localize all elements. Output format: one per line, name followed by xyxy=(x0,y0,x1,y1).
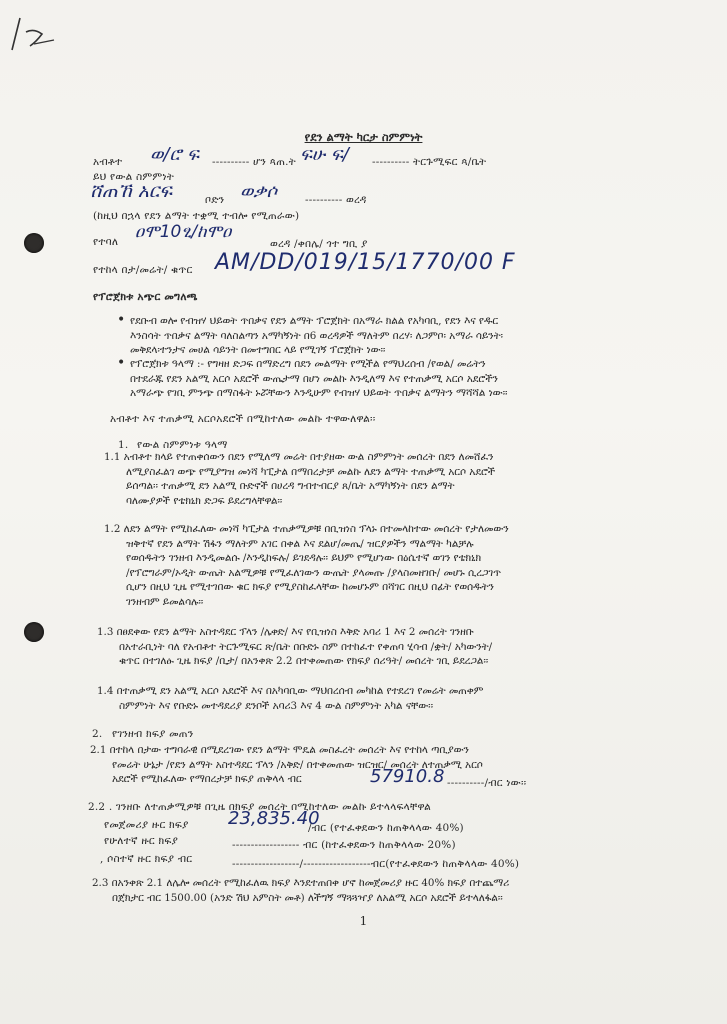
field-row6-label: የተከላ በታ/መሬት/ ቁጥር xyxy=(93,264,193,276)
clause-2-1: 2.1 በተከላ በታው ተግባራዊ በሚደረገው የደን ልማት ሞዴል መስፈረት መሰረት እና የተከላ ጣቢያውን የመሬት ሁኔታ /የደን ልማት አስተዳደር ፕላን /አቅድ/ በተቀመጠው ዝርዝር/ መሰረት ለተጠቃሚ አርሶ አደሮች የሚከፈለው የማበረታቻ ክፍያ ጠቅላላ ብር xyxy=(90,744,483,785)
clause-2-1-tail: ----------/ብር ነው፡፡ xyxy=(447,777,527,789)
handwritten-location: ወቃሶ xyxy=(240,181,278,202)
field-row3-mid: ቦድን xyxy=(205,194,225,206)
bullet-paragraph-2: የፕሮጀክቱ ዓላማ :- የግዛዘ ድጋፍ በማድረግ በደን መልማት የሚችል የማህረሰብ /የወል/ መሬትን በተደራጁ የደን አልሚ አርሶ አደሮች ውጤታማ በሆነ መልኩ እንዲለማ እና የተጠቃሚ አርሶ አደሮችን አማራጭ የገቢ ምንጭ በማስፋት ኑሯቸውን እንዲሁም የብዝሃ ህይወት ጥበቃና ልማትን ማሻሻል ነው፡፡ xyxy=(130,358,508,399)
bullet-marker-2: • xyxy=(117,355,126,371)
page-number: 1 xyxy=(359,914,368,928)
field-row2: ይህ የውል ስምምነት xyxy=(93,171,175,183)
handwritten-corner-mark-icon xyxy=(6,10,66,60)
field-row1-tail: ---------- ትርጉሚፍር ጳ/ቤት xyxy=(372,156,487,168)
handwritten-office-name: ፍሁ ፍ/ xyxy=(300,144,349,165)
section-2-heading: የገንዘብ ክፍያ መጠን xyxy=(112,728,194,740)
section-2-number: 2. xyxy=(92,728,103,740)
field-row5-tail: ወረዳ /ቀበሌ/ ጎተ ግቢ ያ xyxy=(270,238,368,250)
bullet-paragraph-1: የደቡብ ወሎ የብዝሃ ህይወት ጥበቃና የደን ልማት ፕሮጀክት በአማራ ክልል የአካባቢ, የደን እና የዱር እንስሳት ጥበቃና ልማት ባለስልጣን አማካኝነት በ6 ወረዳዎች ማለትም በረሃ፡ ለጋምቦ፡ አማራ ሳይንት፡ መቅደላ፡ተንታና መሀል ሳይንት በመተግበር ላይ የሚገኝ ፕሮጀክት ነው፡፡ xyxy=(130,315,503,356)
field-row1-mid: ---------- ሆን ጳጠ.ት xyxy=(212,156,296,168)
bullet-marker-1: • xyxy=(117,312,126,328)
installment-1-label: የመጀመሪያ ዙር ክፍያ xyxy=(104,819,189,831)
field-row3-tail: ---------- ወረዳ xyxy=(305,194,367,206)
installment-2-tail: ------------------ ብር (ከተፈቀደውን ከጠቅላላው 20%) xyxy=(232,839,456,851)
installment-3-label: , ሶስተኛ ዙር ክፍያ ብር xyxy=(100,853,193,865)
handwritten-total-amount: 57910.8 xyxy=(370,766,445,787)
section-heading-project: የፕሮጀክቱ አጭር መግለጫ xyxy=(93,291,198,303)
installment-3-tail: ------------------/------------------ብር(የተፈቀደውን ከጠቅላላው 40%) xyxy=(232,858,520,870)
handwritten-installment-1-amount: 23,835.40 xyxy=(228,808,320,829)
agreement-intro: አብቶተ እና ተጠቃሚ አርሶአደሮች በሚከተለው መልኩ ተዋውለዋል፡፡ xyxy=(110,413,376,425)
clause-2-3: 2.3 በአንቀጽ 2.1 ለሌሎ መሰረት የሚከፈለዉ ክፍያ እንደተጠበቀ ሆኖ ከመጀመሪያ ዙር 40% ክፍያ በተጨማሪ በጀክታር ብር 1500.00 (አንድ ሽህ አምስት መቶ) ለችግኝ ማጓጓዣያ ለአልሚ አርሶ አደሮች ይተላለፋል፡፡ xyxy=(92,877,510,904)
clause-1-3: 1.3 በፀደቀው የደን ልማት አስተዳደር ፕላን /ሌቀድ/ እና የቢዝነስ እቅድ አባሪ 1 እና 2 መሰረት ገንዘቡ በአተራቢነት ባለ የአብቶተ ትርጉሚፍር ጽ/ቤት በቡድኑ ስም በተከፈተ የቀጠባ ሂሳብ /ቋት/ አካውንት/ ቁጥር በተገለፁ ጊዜ ክፍያ /ቢታ/ በአንቀጽ 2.2 በተቀመጠው የክፍያ ሰሪዓት/ መሰረት ገቢ ይደረጋል፡፡ xyxy=(97,626,493,667)
field-row4: (ከዚህ በኋላ የደን ልማት ተቋሚ ተብሎ የሚጠራው) xyxy=(93,210,300,222)
installment-1-tail: /ብር (የተፈቀደውን ከጠቅላላው 40%) xyxy=(308,822,464,834)
handwritten-group-name: ሸጠኸ አርፍ xyxy=(90,180,172,202)
installment-2-label: የሁለተኛ ዙር ክፍያ xyxy=(104,835,179,847)
field-row1-label: አብቶተ xyxy=(93,156,123,168)
punch-hole-top xyxy=(24,233,44,253)
handwritten-kebele: ዐሞ10ፂ/ከሞዐ xyxy=(135,222,232,242)
clause-2-2-heading: 2.2 . ገንዘቡ ለተጠቃሚዎቹ በጊዜ በክፍያ መሰረት በሚከተለው መልኩ ይተላላፍላቸዋል xyxy=(88,801,431,813)
section-1-number: 1. xyxy=(118,439,129,451)
handwritten-party-name: ወ/ሮ ፍ xyxy=(150,144,200,165)
field-row5-label: የተባለ xyxy=(93,236,119,248)
document-title: የደን ልማት ካርታ ስምምነት xyxy=(304,130,423,144)
handwritten-plot-number: AM/DD/019/15/1770/00 F xyxy=(215,250,516,275)
clause-1-1: 1.1 አብቶተ ክላይ የተጠቀሰውን በደን የሚለማ መሬት በተያዘው ውል ስምምነት መሰረት በደን ለመሸፈን ለሚያስፈልገ ወጭ የሚያግዝ መነሻ ካፒታል በማበረታቻ መልኩ ለደን ልማት ተጠቃሚ አርሶ አደሮች ይሰጣል፡፡ ተጠቃሚ ደን አልሚ ቡድኖች በሀረዳ ግብተብርያ ጸ/ቤት አማካኝነት በደን ልማት ባለሙያዎች የቴክኒክ ድጋፍ ይደረግላቸዋል፡፡ xyxy=(104,451,496,507)
section-1-heading: የውል ስምምነቱ ዓላማ xyxy=(137,439,228,451)
clause-1-2: 1.2 ለደን ልማት የሚከፈለው መነሻ ካፒታል ተጠቃሚዎቹ በቢዝነስ ፕላኑ በተመላከተው መሰረት የታለመውን ዝቅተኛ የደን ልማት ሽፋን ማለትም አገር በቀል እና ደልሆ/መጤ/ ዝርያዎችን ማልማት ካልቻሉ የወሰዱትን ገንዘብ እንዲመልሱ /እንዲከፍሉ/ ይገደዳሉ፡፡ ይህም የሚሆነው በዕሴተኛ ወገን የቴክኒክ /የፕሮግራም/ኦዲት ውጤት አልሚዎቹ የሚፈለገውን ውጤት ያላመጡ /ያላስመዘገቡ/ መሆኑ ሲረጋገጥ ሲሆን በዚህ ጊዜ የሚተገበው ቁር ክፍያ የሚያስከፈላቸው ከመሆኑም በሻገር በዚህ በፊት የወሰዱትን ገንዘብም ይመልሳሉ፡፡ xyxy=(104,523,509,608)
clause-1-4: 1.4 በተጠቃሚ ደን አልሚ አርሶ አደሮች እና በአካባቢው ማህበረሰብ መካከል የተደረገ የመሬት መጠቀም ስምምነት እና የቡድኑ መተዳደሪያ ደንቦች አባሪ3 እና 4 ውል ስምምነት አካል ናቸው፡፡ xyxy=(97,685,484,712)
punch-hole-bottom xyxy=(24,622,44,642)
